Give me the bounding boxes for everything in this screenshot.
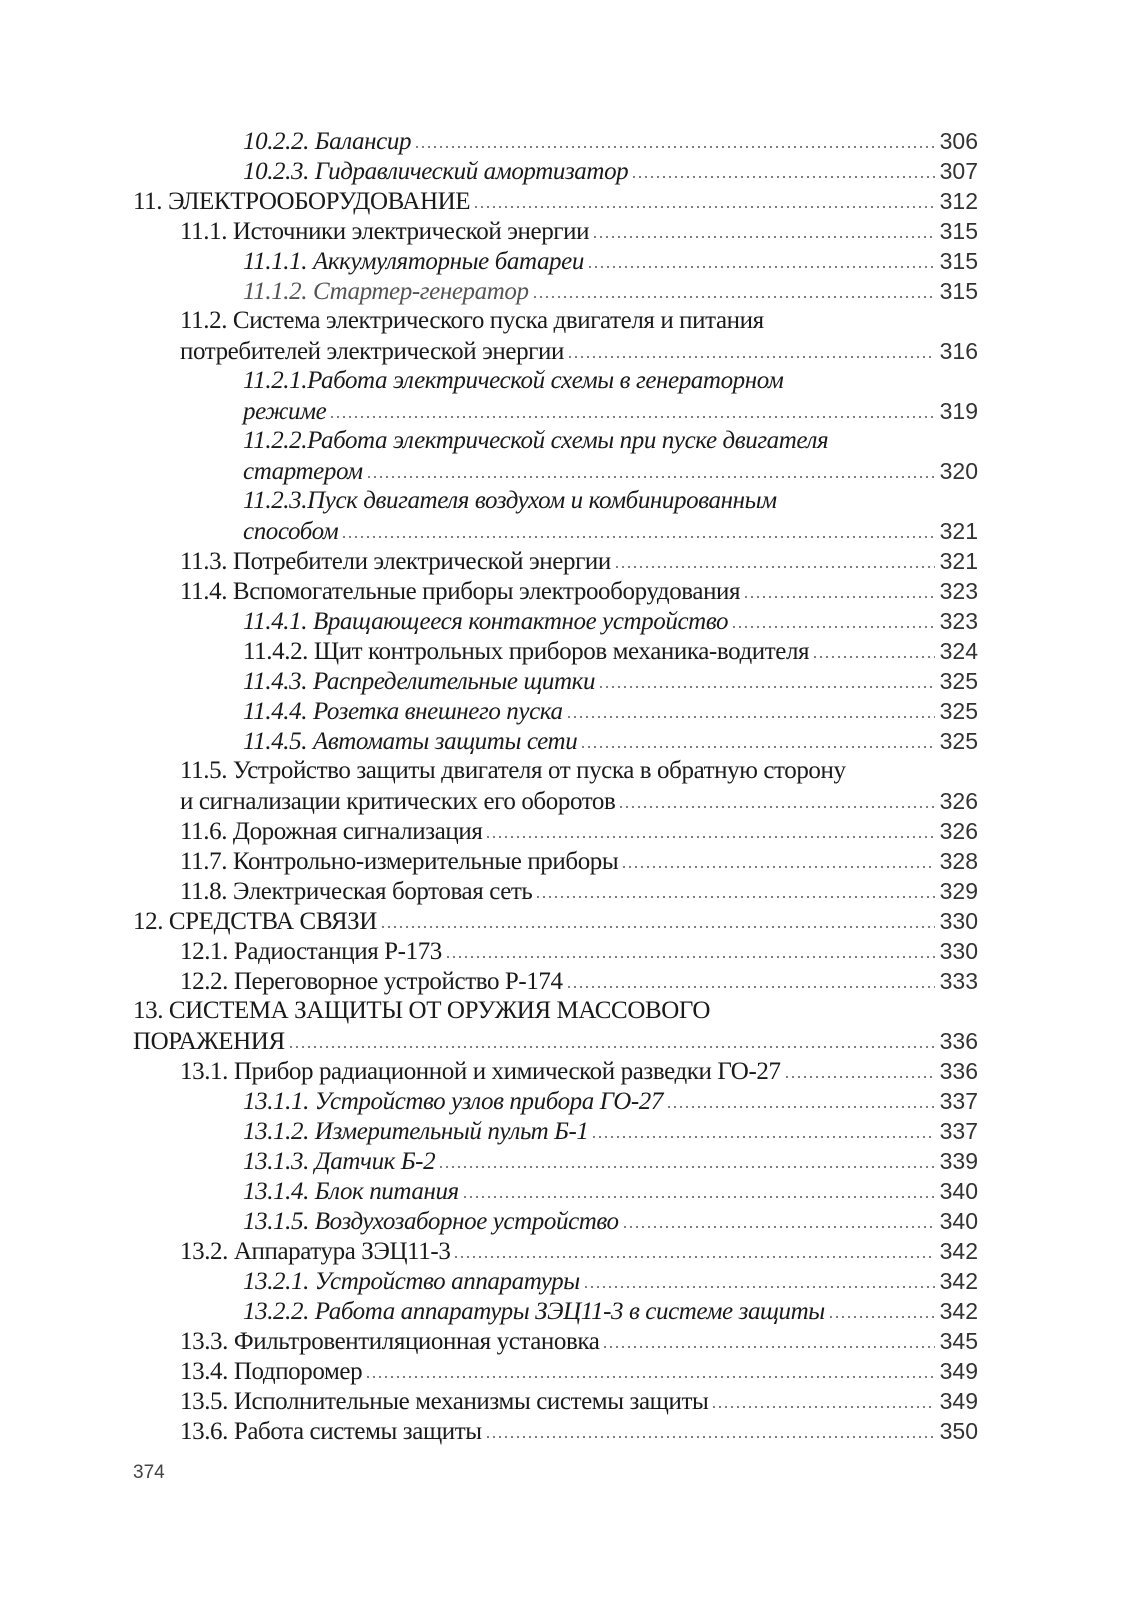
toc-entry-11-1[interactable] [133, 216, 978, 246]
dot-leader [445, 956, 935, 958]
toc-entry-title: 13.1. Прибор радиационной и химической разведки ГО-27 [180, 1058, 781, 1085]
dot-leader [329, 416, 935, 418]
toc-page-number: 325 [939, 668, 978, 694]
toc-entry-title: 11.4.4. Розетка внешнего пуска [243, 698, 563, 725]
toc-entry-11-2-1-line2[interactable] [133, 396, 978, 426]
toc-chapter-title-continued: ПОРАЖЕНИЯ [133, 1028, 285, 1055]
toc-page-number: 329 [939, 878, 978, 904]
toc-page-number: 345 [939, 1328, 978, 1354]
toc-entry-13-2-2[interactable] [133, 1296, 978, 1326]
page-number-footer: 374 [133, 1462, 165, 1483]
toc-entry-title: 11.7. Контрольно-измерительные приборы [180, 848, 619, 875]
toc-entry-title: 13.6. Работа системы защиты [180, 1418, 482, 1445]
toc-entry-title: 10.2.3. Гидравлический амортизатор [243, 158, 629, 185]
toc-entry-12-1[interactable] [133, 936, 978, 966]
toc-page-number: 321 [939, 548, 978, 574]
toc-entry-title-continued: стартером [243, 458, 363, 485]
toc-entry-11-4-4[interactable] [133, 696, 978, 726]
dot-leader [341, 536, 935, 538]
dot-leader [614, 566, 935, 568]
toc-page-number: 323 [939, 578, 978, 604]
toc-entry-title: 13.1.5. Воздухозаборное устройство [243, 1208, 619, 1235]
dot-leader [566, 716, 935, 718]
dot-leader [473, 206, 935, 208]
toc-entry-12[interactable] [133, 906, 978, 936]
toc-entry-13-6[interactable] [133, 1416, 978, 1446]
toc-page-number: 316 [939, 338, 978, 364]
dot-leader [784, 1076, 935, 1078]
dot-leader [618, 806, 935, 808]
toc-page-number: 325 [939, 728, 978, 754]
toc-entry-11-6[interactable] [133, 816, 978, 846]
toc-entry-12-2[interactable] [133, 966, 978, 996]
dot-leader [485, 1436, 935, 1438]
toc-entry-11-2-line2[interactable] [133, 336, 978, 366]
toc-entry-title: 10.2.2. Балансир [243, 128, 412, 155]
toc-entry-title: 13.2.1. Устройство аппаратуры [243, 1268, 580, 1295]
toc-entry-13-5[interactable] [133, 1386, 978, 1416]
dot-leader [602, 1346, 935, 1348]
toc-page-number: 349 [939, 1388, 978, 1414]
toc-page-number: 312 [939, 188, 978, 214]
toc-entry-13-2[interactable] [133, 1236, 978, 1266]
dot-leader [812, 656, 935, 658]
dot-leader [532, 296, 935, 298]
toc-page-number: 323 [939, 608, 978, 634]
dot-leader [598, 686, 935, 688]
toc-entry-title: 13.1.1. Устройство узлов прибора ГО-27 [243, 1088, 663, 1115]
dot-leader [666, 1106, 935, 1108]
table-of-contents [133, 126, 978, 1446]
toc-page-number: 315 [939, 248, 978, 274]
toc-page-number: 325 [939, 698, 978, 724]
toc-page-number: 330 [939, 908, 978, 934]
toc-entry-title-continued: и сигнализации критических его оборотов [180, 788, 616, 815]
toc-page-number: 328 [939, 848, 978, 874]
toc-page-number: 315 [939, 278, 978, 304]
toc-entry-title: 13.2. Аппаратура ЗЭЦ11-3 [180, 1238, 451, 1265]
dot-leader [580, 746, 935, 748]
toc-entry-title: 11.2. Система электрического пуска двигателя и питания [180, 307, 764, 334]
toc-page-number: 342 [939, 1268, 978, 1294]
toc-entry-title: 13.1.2. Измерительный пульт Б-1 [243, 1118, 589, 1145]
toc-chapter-title: 12. СРЕДСТВА СВЯЗИ [133, 908, 377, 935]
toc-entry-13-1-3[interactable] [133, 1146, 978, 1176]
toc-page-number: 336 [939, 1058, 978, 1084]
toc-entry-10-2-3[interactable] [133, 156, 978, 186]
toc-entry-11-2-3-line2[interactable] [133, 516, 978, 546]
toc-entry-13-line2[interactable] [133, 1026, 978, 1056]
toc-entry-11-2-1-line1[interactable] [133, 366, 978, 396]
toc-entry-title: 11.1. Источники электрической энергии [180, 218, 590, 245]
toc-entry-11-7[interactable] [133, 846, 978, 876]
toc-entry-title: 13.3. Фильтровентиляционная установка [180, 1328, 600, 1355]
toc-entry-10-2-2[interactable] [133, 126, 978, 156]
toc-page-number: 321 [939, 518, 978, 544]
dot-leader [711, 1406, 935, 1408]
toc-entry-11-1-1[interactable] [133, 246, 978, 276]
toc-page-number: 326 [939, 818, 978, 844]
dot-leader [566, 986, 935, 988]
toc-page-number: 307 [939, 158, 978, 184]
dot-leader [591, 1136, 935, 1138]
toc-entry-11-3[interactable] [133, 546, 978, 576]
dot-leader [438, 1166, 935, 1168]
dot-leader [592, 236, 935, 238]
dot-leader [567, 356, 935, 358]
toc-entry-title: 13.4. Подпоромер [180, 1358, 363, 1385]
dot-leader [621, 866, 935, 868]
toc-entry-13-1-4[interactable] [133, 1176, 978, 1206]
toc-entry-13-1-5[interactable] [133, 1206, 978, 1236]
toc-page-number: 342 [939, 1238, 978, 1264]
toc-entry-title: 13.1.4. Блок питания [243, 1178, 459, 1205]
toc-entry-11-5-line2[interactable] [133, 786, 978, 816]
dot-leader [743, 596, 935, 598]
dot-leader [731, 626, 935, 628]
toc-entry-11-4-2[interactable] [133, 636, 978, 666]
toc-entry-11-2-2-line1[interactable] [133, 426, 978, 456]
toc-entry-13-4[interactable] [133, 1356, 978, 1386]
toc-entry-11[interactable] [133, 186, 978, 216]
toc-page-number: 326 [939, 788, 978, 814]
toc-page-number: 337 [939, 1118, 978, 1144]
toc-entry-title: 13.1.3. Датчик Б-2 [243, 1148, 436, 1175]
dot-leader [485, 836, 935, 838]
toc-entry-title: 11.1.1. Аккумуляторные батареи [243, 248, 584, 275]
dot-leader [380, 926, 935, 928]
toc-entry-title: 11.4. Вспомогательные приборы электрооборудования [180, 578, 741, 605]
toc-entry-11-5-line1[interactable] [133, 756, 978, 786]
dot-leader [366, 476, 935, 478]
toc-entry-title: 11.4.1. Вращающееся контактное устройство [243, 608, 729, 635]
toc-entry-13-1-1[interactable] [133, 1086, 978, 1116]
toc-entry-title: 11.2.2.Работа электрической схемы при пуске двигателя [243, 427, 829, 454]
toc-page-number: 324 [939, 638, 978, 664]
toc-entry-title-continued: режиме [243, 398, 327, 425]
toc-entry-title: 11.8. Электрическая бортовая сеть [180, 878, 533, 905]
toc-page-number: 337 [939, 1088, 978, 1114]
dot-leader [622, 1226, 935, 1228]
toc-entry-11-1-2[interactable] [133, 276, 978, 306]
dot-leader [535, 896, 935, 898]
toc-entry-title-continued: потребителей электрической энергии [180, 338, 564, 365]
dot-leader [453, 1256, 935, 1258]
toc-entry-title: 11.5. Устройство защиты двигателя от пуска в обратную сторону [180, 757, 846, 784]
dot-leader [583, 1286, 935, 1288]
toc-entry-title: 11.1.2. Стартер-генератор [243, 278, 529, 305]
toc-entry-title: 12.2. Переговорное устройство Р-174 [180, 968, 563, 995]
dot-leader [288, 1046, 935, 1048]
dot-leader [365, 1376, 935, 1378]
toc-page-number: 336 [939, 1028, 978, 1054]
toc-entry-title: 11.2.3.Пуск двигателя воздухом и комбинированным [243, 487, 777, 514]
toc-entry-title: 11.4.3. Распределительные щитки [243, 668, 596, 695]
toc-entry-title: 12.1. Радиостанция Р-173 [180, 938, 442, 965]
dot-leader [631, 176, 935, 178]
dot-leader [587, 266, 935, 268]
toc-entry-11-4[interactable] [133, 576, 978, 606]
toc-page-number: 319 [939, 398, 978, 424]
toc-entry-title-continued: способом [243, 518, 339, 545]
toc-page-number: 339 [939, 1148, 978, 1174]
dot-leader [414, 146, 935, 148]
toc-page-number: 350 [939, 1418, 978, 1444]
toc-entry-title: 11.4.5. Автоматы защиты сети [243, 728, 578, 755]
toc-entry-11-2-2-line2[interactable] [133, 456, 978, 486]
toc-entry-11-2-3-line1[interactable] [133, 486, 978, 516]
toc-page-number: 340 [939, 1178, 978, 1204]
toc-entry-13-2-1[interactable] [133, 1266, 978, 1296]
toc-entry-title: 11.6. Дорожная сигнализация [180, 818, 483, 845]
toc-entry-title: 13.2.2. Работа аппаратуры ЗЭЦ11-3 в системе защиты [243, 1298, 825, 1325]
toc-entry-title: 11.3. Потребители электрической энергии [180, 548, 611, 575]
toc-entry-11-4-1[interactable] [133, 606, 978, 636]
toc-page-number: 306 [939, 128, 978, 154]
toc-page-number: 349 [939, 1358, 978, 1384]
toc-entry-11-8[interactable] [133, 876, 978, 906]
toc-page-number: 330 [939, 938, 978, 964]
dot-leader [828, 1316, 935, 1318]
toc-page-number: 340 [939, 1208, 978, 1234]
toc-page-number: 315 [939, 218, 978, 244]
toc-entry-13-1-2[interactable] [133, 1116, 978, 1146]
toc-entry-11-2-line1[interactable] [133, 306, 978, 336]
toc-entry-title: 13.5. Исполнительные механизмы системы защиты [180, 1388, 709, 1415]
toc-entry-13-line1[interactable] [133, 996, 978, 1026]
toc-chapter-title: 13. СИСТЕМА ЗАЩИТЫ ОТ ОРУЖИЯ МАССОВОГО [133, 997, 710, 1024]
toc-entry-title: 11.2.1.Работа электрической схемы в генераторном [243, 367, 784, 394]
toc-page-number: 342 [939, 1298, 978, 1324]
toc-page-number: 320 [939, 458, 978, 484]
toc-chapter-title: 11. ЭЛЕКТРООБОРУДОВАНИЕ [133, 188, 471, 215]
toc-entry-11-4-3[interactable] [133, 666, 978, 696]
dot-leader [462, 1196, 935, 1198]
toc-entry-13-3[interactable] [133, 1326, 978, 1356]
toc-page-number: 333 [939, 968, 978, 994]
toc-entry-title: 11.4.2. Щит контрольных приборов механика-водителя [243, 638, 810, 665]
toc-entry-11-4-5[interactable] [133, 726, 978, 756]
toc-entry-13-1[interactable] [133, 1056, 978, 1086]
